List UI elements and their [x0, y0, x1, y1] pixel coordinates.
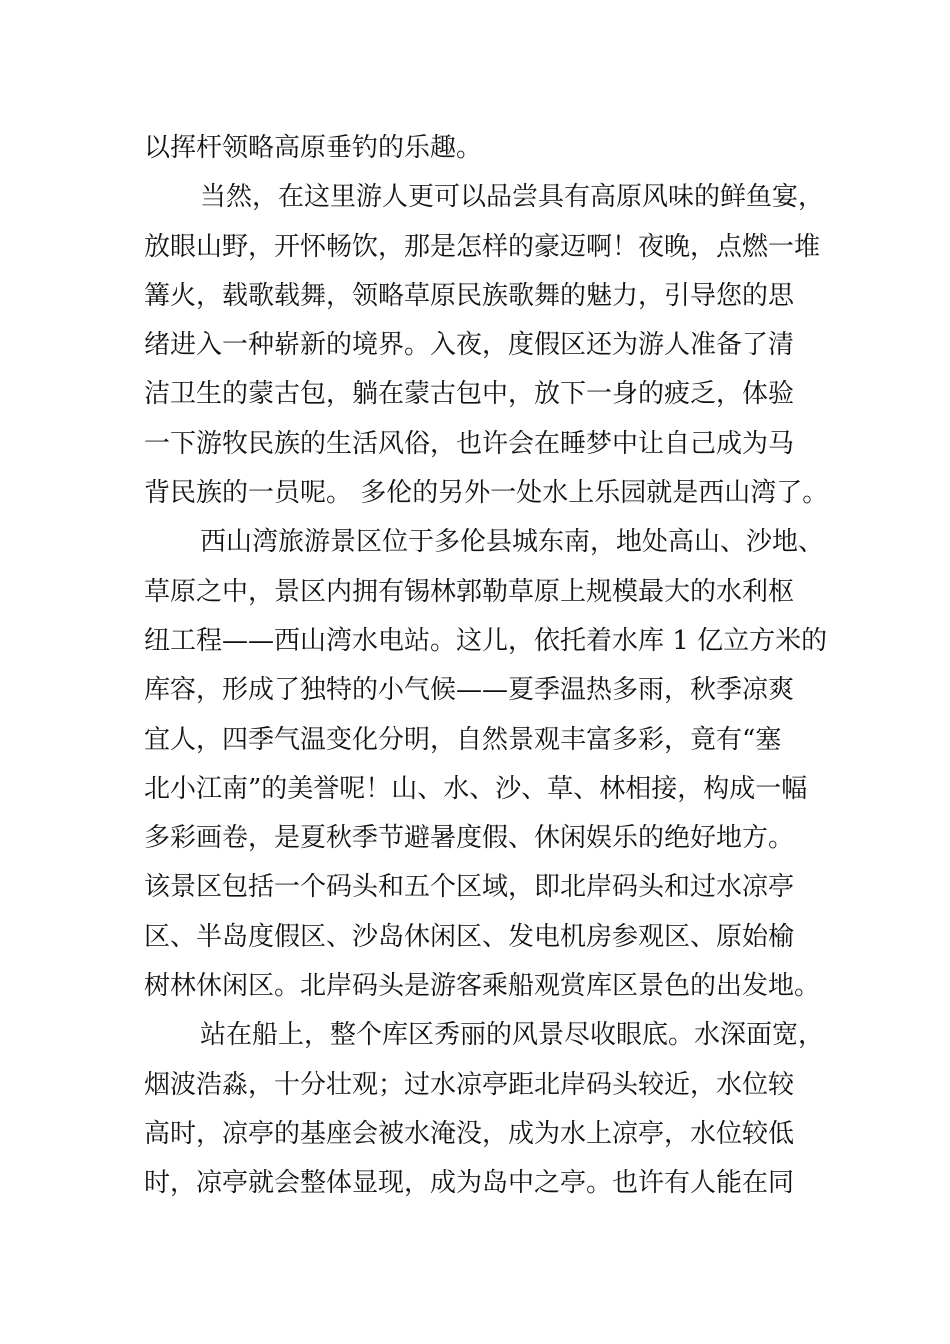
text-line: 宜人，四季气温变化分明，自然景观丰富多彩，竟有“塞 — [144, 724, 782, 755]
text-line: 以挥杆领略高原垂钓的乐趣。 — [144, 133, 483, 163]
text-line: 纽工程——西山湾水电站。这儿，依托着水库 1 亿立方米的 — [144, 625, 828, 656]
text-line: 草原之中，景区内拥有锡林郭勒草原上规模最大的水利枢 — [144, 576, 795, 607]
text-line: 绪进入一种崭新的境界。入夜，度假区还为游人准备了清 — [144, 330, 795, 361]
paragraph-start-line: 站在船上，整个库区秀丽的风景尽收眼底。水深面宽， — [200, 1020, 825, 1051]
text-line: 多彩画卷，是夏秋季节避暑度假、休闲娱乐的绝好地方。 — [144, 823, 795, 854]
paragraph-start-line: 当然，在这里游人更可以品尝具有高原风味的鲜鱼宴， — [200, 182, 825, 213]
text-line: 树林休闲区。北岸码头是游客乘船观赏库区景色的出发地。 — [144, 971, 821, 1002]
text-line: 烟波浩淼，十分壮观；过水凉亭距北岸码头较近，水位较 — [144, 1069, 795, 1100]
body-text — [144, 124, 844, 1209]
text-line: 时，凉亭就会整体显现，成为岛中之亭。也许有人能在同 — [144, 1168, 795, 1199]
text-line: 高时，凉亭的基座会被水淹没，成为水上凉亭，水位较低 — [144, 1118, 795, 1149]
text-line: 区、半岛度假区、沙岛休闲区、发电机房参观区、原始榆 — [144, 921, 795, 952]
text-line: 该景区包括一个码头和五个区域，即北岸码头和过水凉亭 — [144, 872, 795, 903]
text-line: 一下游牧民族的生活风俗，也许会在睡梦中让自己成为马 — [144, 428, 795, 459]
text-line: 洁卫生的蒙古包，躺在蒙古包中，放下一身的疲乏，体验 — [144, 379, 795, 410]
text-line: 库容，形成了独特的小气候——夏季温热多雨，秋季凉爽 — [144, 675, 795, 706]
text-line: 背民族的一员呢。 多伦的另外一处水上乐园就是西山湾了。 — [144, 478, 829, 509]
text-line: 北小江南”的美誉呢！山、水、沙、草、林相接，构成一幅 — [144, 773, 808, 804]
text-line: 放眼山野，开怀畅饮，那是怎样的豪迈啊！夜晚，点燃一堆 — [144, 231, 821, 262]
paragraph-start-line: 西山湾旅游景区位于多伦县城东南，地处高山、沙地、 — [200, 527, 825, 558]
text-line: 篝火，载歌载舞，领略草原民族歌舞的魅力，引导您的思 — [144, 280, 795, 311]
